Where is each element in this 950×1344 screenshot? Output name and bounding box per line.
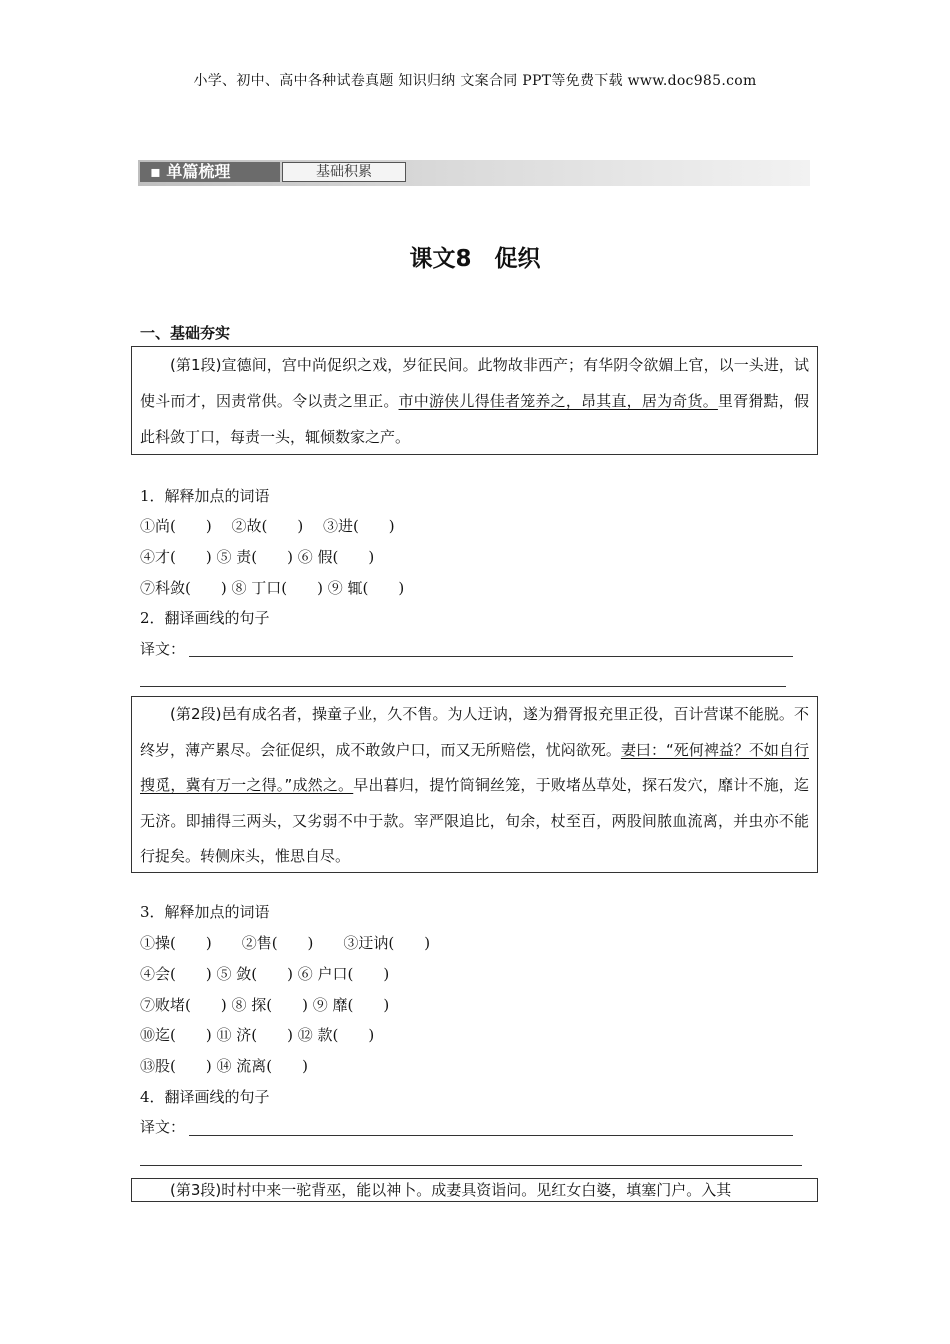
question-3-row: ⑦败堵( ) ⑧ 探( ) ⑨ 靡( ) [140, 996, 390, 1014]
section-banner [138, 160, 810, 186]
answer-line [189, 1135, 793, 1136]
question-3-row: ⑩迄( ) ⑪ 济( ) ⑫ 款( ) [140, 1026, 375, 1044]
answer-line [189, 656, 793, 657]
para2-text-end: 早出暮归，提竹筒铜丝笼，于败堵丛草处，探石发穴，靡计不施，迄无济。即捕得三两头，又劣弱不中于款。宰严限追比，旬余，杖至百，两股间脓血流离，并虫亦不能行捉矣。转侧床头，惟思自尽。 [140, 776, 809, 865]
para2-underlined: 妻曰：“死何裨益？不如自行搜觅，冀有万一之得。”成然之。 [140, 740, 809, 794]
passage-paragraph-1 [131, 346, 818, 455]
answer-line [140, 686, 786, 687]
site-header: 小学、初中、高中各种试卷真题 知识归纳 文案合同 PPT等免费下载 www.doc985.com [193, 73, 757, 89]
question-2-label: 译文： [140, 640, 186, 658]
banner-subtag: 基础积累 [282, 162, 406, 182]
question-1-title: 1．解释加点的词语 [140, 487, 270, 505]
banner-tag: ▪ 单篇梳理 [140, 162, 280, 182]
question-4-title: 4．翻译画线的句子 [140, 1088, 270, 1106]
lesson-title: 课文8 促织 [409, 246, 541, 272]
answer-line [140, 1165, 802, 1166]
passage-paragraph-3 [131, 1178, 818, 1202]
para2-text: (第2段)邑有成名者，操童子业，久不售。为人迂讷，遂为猾胥报充里正役，百计营谋不能脱。不终岁，薄产累尽。会征促织，成不敢敛户口，而又无所赔偿，忧闷欲死。 [140, 705, 809, 759]
question-3-row: ①操( ) ②售( ) ③迂讷( ) [140, 934, 431, 952]
question-1-row: ⑦科敛( ) ⑧ 丁口( ) ⑨ 辄( ) [140, 579, 405, 597]
para1-text-end: 里胥猾黠，假此科敛丁口，每责一头，辄倾数家之产。 [140, 392, 809, 446]
para1-text: (第1段)宣德间，宫中尚促织之戏，岁征民间。此物故非西产；有华阴令欲媚上官，以一头进，试使斗而才，因责常供。令以责之里正。 [140, 356, 809, 410]
question-2-title: 2．翻译画线的句子 [140, 609, 270, 627]
question-1-row: ①尚( ) ②故( ) ③进( ) [140, 517, 395, 535]
question-1-row: ④才( ) ⑤ 责( ) ⑥ 假( ) [140, 548, 375, 566]
question-3-row: ⑬股( ) ⑭ 流离( ) [140, 1057, 308, 1075]
question-4-label: 译文： [140, 1118, 186, 1136]
question-3-row: ④会( ) ⑤ 敛( ) ⑥ 户口( ) [140, 965, 390, 983]
question-3-title: 3．解释加点的词语 [140, 903, 270, 921]
para3-text: (第3段)时村中来一驼背巫，能以神卜。成妻具资诣问。见红女白婆，填塞门户。入其 [170, 1181, 732, 1199]
passage-paragraph-2 [131, 696, 818, 873]
section-heading: 一、基础夯实 [140, 324, 231, 342]
para1-underlined: 市中游侠儿得佳者笼养之，昂其直，居为奇货。 [398, 392, 718, 410]
